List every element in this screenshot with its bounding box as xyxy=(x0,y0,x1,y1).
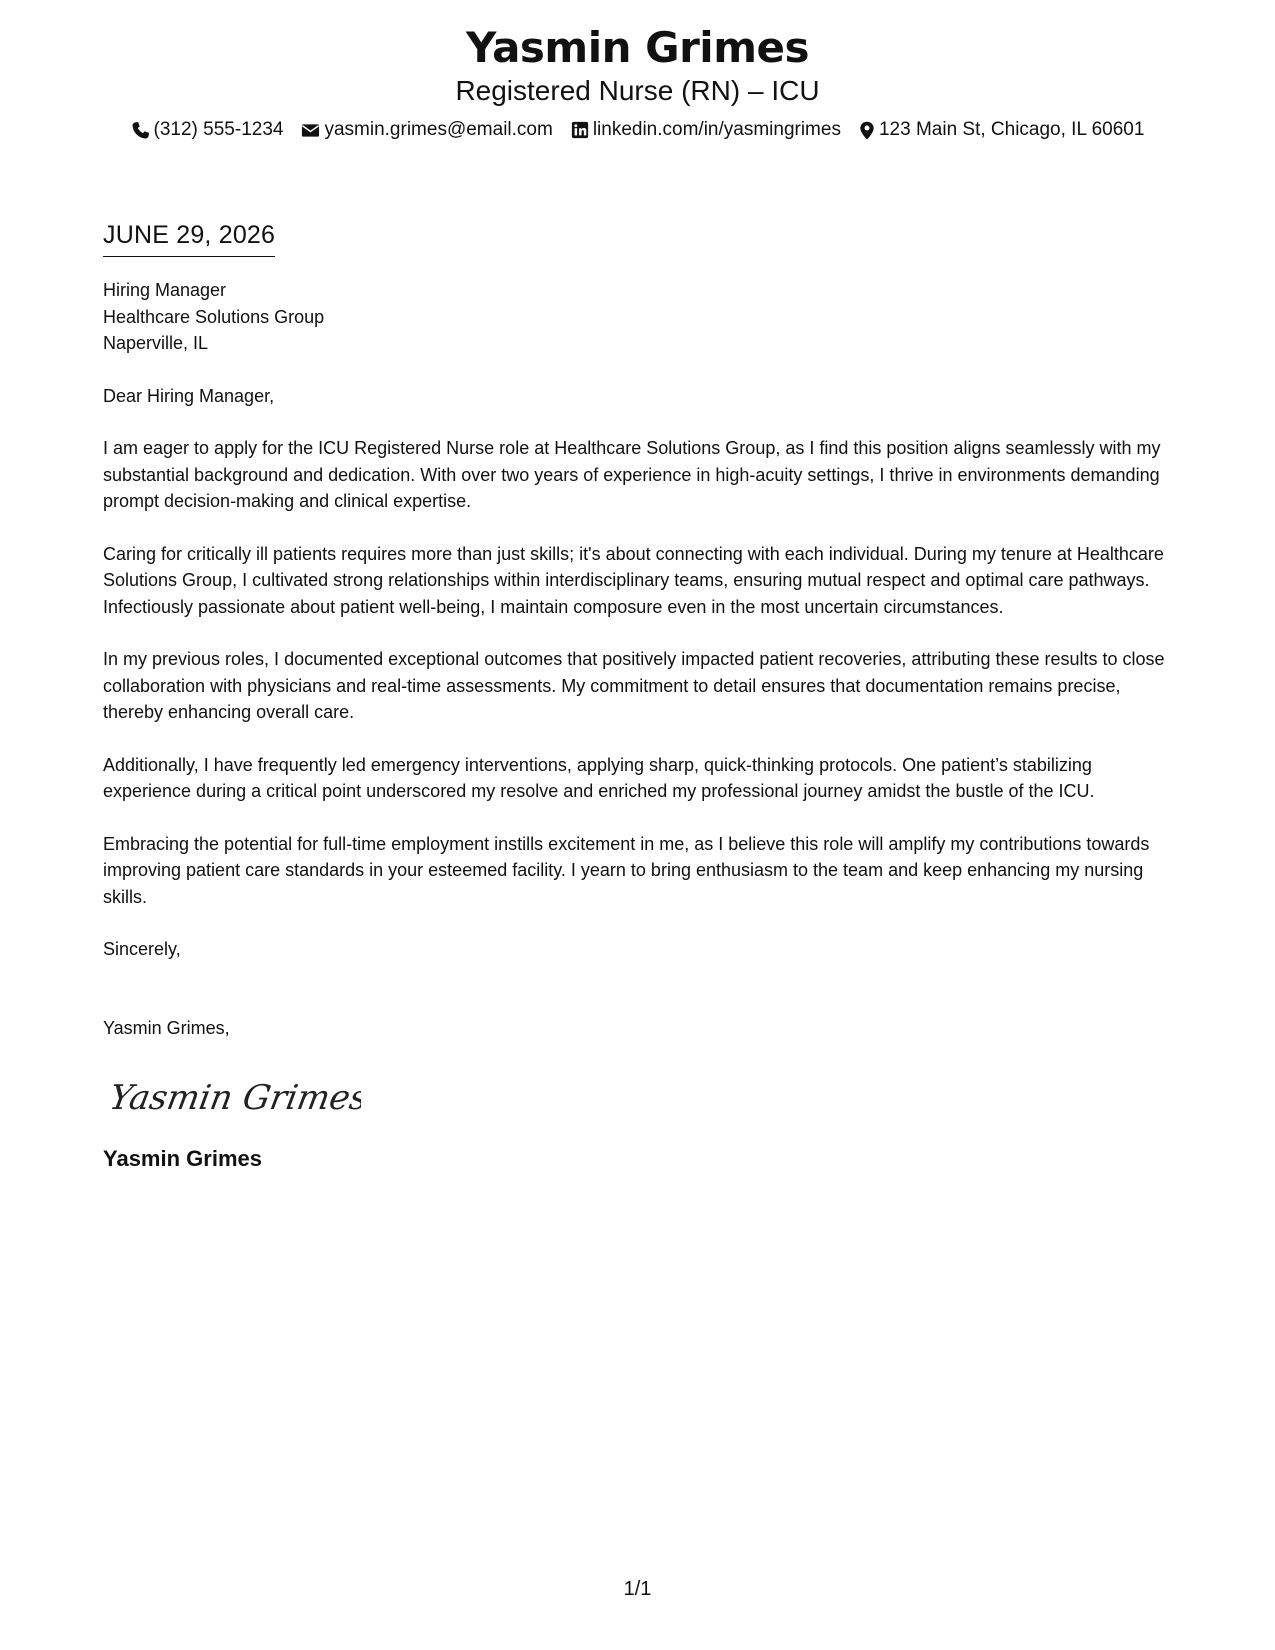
printed-name: Yasmin Grimes xyxy=(103,1146,262,1171)
contact-phone xyxy=(131,118,284,142)
body-paragraph: Additionally, I have frequently led emergency interventions, applying sharp, quick-thinking protocols. One patient’s stabilizing experience during a critical point underscored my resolve and enriched my professional journey amidst the bustle of the ICU. xyxy=(103,754,1095,801)
envelope-icon xyxy=(301,121,320,140)
body-paragraph: In my previous roles, I documented exceptional outcomes that positively impacted patient recoveries, attributing these results to close collaboration with physicians and real-time assessments. My commitment to detail ensures that documentation remains precise, thereby enhancing overall care. xyxy=(103,649,1165,722)
handwritten-signature xyxy=(111,1069,1178,1125)
contact-address xyxy=(859,118,1144,142)
recipient-line-3: Naperville, IL xyxy=(103,333,209,353)
contact-bar xyxy=(0,118,1275,142)
linkedin-url: linkedin.com/in/yasmingrimes xyxy=(592,119,841,140)
recipient-block xyxy=(103,277,1178,357)
signoff-name: Yasmin Grimes, xyxy=(103,1017,230,1038)
page-indicator: 1/1 xyxy=(623,1578,652,1600)
salutation: Dear Hiring Manager, xyxy=(103,385,275,406)
body-paragraph: Embracing the potential for full-time employment instills excitement in me, as I believe this role will amplify my contributions towards improving patient care standards in your esteemed facility. I yearn to bring enthusiasm to the team and keep enhancing my nursing skills. xyxy=(103,833,1150,907)
contact-email xyxy=(301,118,552,142)
contact-linkedin xyxy=(571,118,841,142)
letter-body xyxy=(103,220,1178,1173)
signature-text: Yasmin Grimes xyxy=(111,1078,361,1118)
recipient-line-1: Hiring Manager xyxy=(103,280,227,300)
street-address: 123 Main St, Chicago, IL 60601 xyxy=(878,119,1145,140)
linkedin-icon xyxy=(571,121,589,139)
applicant-name: Yasmin Grimes xyxy=(466,23,809,72)
applicant-title: Registered Nurse (RN) – ICU xyxy=(455,75,820,106)
date-block xyxy=(103,220,275,257)
phone-number: (312) 555-1234 xyxy=(153,119,284,140)
body-paragraph: I am eager to apply for the ICU Registered Nurse role at Healthcare Solutions Group, as I find this position aligns seamlessly with my substantial background and dedication. With over two years of experience in high-acuity settings, I thrive in environments demanding prompt decision-making and clinical expertise. xyxy=(103,438,1161,511)
closing: Sincerely, xyxy=(103,939,181,959)
letter-date: JUNE 29, 2026 xyxy=(103,221,276,249)
phone-icon xyxy=(131,121,150,140)
email-address: yasmin.grimes@email.com xyxy=(324,119,553,140)
letter-header xyxy=(0,22,1275,142)
map-marker-icon xyxy=(859,121,875,140)
body-paragraph: Caring for critically ill patients requires more than just skills; it's about connecting with each individual. During my tenure at Healthcare Solutions Group, I cultivated strong relationships within interdisciplinary teams, ensuring mutual respect and optimal care pathways. Infectiously passionate about patient well-being, I maintain composure even in the most uncertain circumstances. xyxy=(103,543,1164,617)
recipient-line-2: Healthcare Solutions Group xyxy=(103,306,325,327)
